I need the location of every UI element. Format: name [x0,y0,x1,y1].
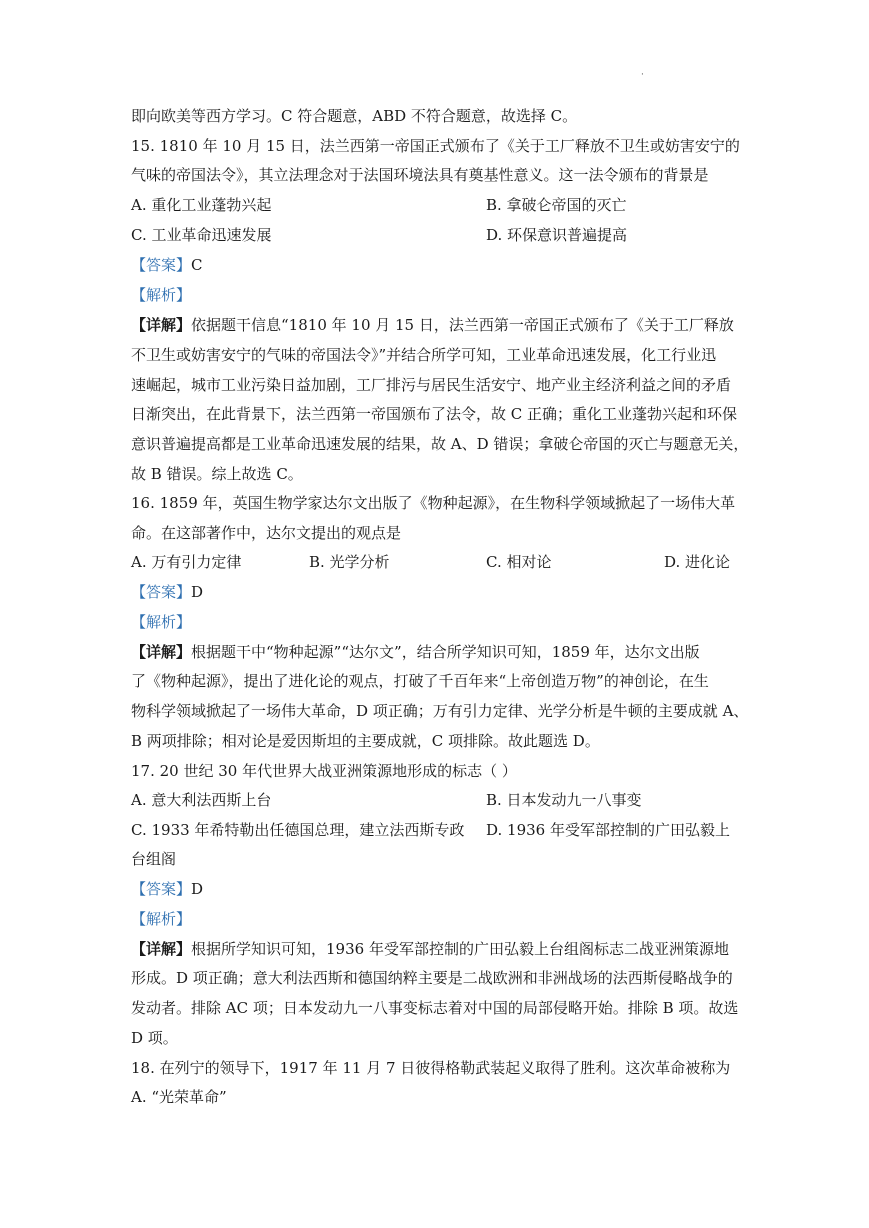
q16-answer [131,582,203,602]
q15-answer [131,255,203,275]
analysis-tag: 【解析】 [131,910,192,928]
q18-option-a: A. “光荣革命” [131,1088,227,1106]
answer-tag: 【答案】 [131,583,192,601]
q17-option-c: C. 1933 年希特勒出任德国总理，建立法西斯专政 [131,821,465,839]
q16-analysis-tag [131,612,191,632]
q17-option-d-cont: 台组阁 [131,850,177,868]
q16-detail-line-3: 物科学领域掀起了一场伟大革命，D 项正确；万有引力定律、光学分析是牛顿的主要成就 A、 [131,702,749,720]
q16-option-c: C. 相对论 [486,553,552,571]
header-mark: · [641,70,644,80]
detail-tag: 【详解】 [131,643,192,661]
q16-option-a: A. 万有引力定律 [131,553,242,571]
q15-option-c: C. 工业革命迅速发展 [131,226,272,244]
answer-tag: 【答案】 [131,256,192,274]
answer-tag: 【答案】 [131,880,192,898]
q15-option-a: A. 重化工业蓬勃兴起 [131,196,272,214]
q16-stem-line-2: 命。在这部著作中，达尔文提出的观点是 [131,524,402,542]
q15-stem-line-1: 15. 1810 年 10 月 15 日，法兰西第一帝国正式颁布了《关于工厂释放不卫生或妨害安宁的 [131,137,740,155]
answer-value: D [191,583,204,601]
answer-value: C [191,256,203,274]
detail-tag: 【详解】 [131,316,192,334]
analysis-tag: 【解析】 [131,286,192,304]
q15-detail-line-4: 日渐突出，在此背景下，法兰西第一帝国颁布了法令，故 C 正确；重化工业蓬勃兴起和环保 [131,405,738,423]
analysis-tag: 【解析】 [131,613,192,631]
q16-stem-line-1: 16. 1859 年，英国生物学家达尔文出版了《物种起源》，在生物科学领域掀起了一场伟大革 [131,494,736,512]
q15-option-b: B. 拿破仑帝国的灭亡 [486,196,627,214]
q17-stem-line-1: 17. 20 世纪 30 年代世界大战亚洲策源地形成的标志（ ） [131,762,517,780]
q16-detail-line-1 [131,642,700,662]
q15-analysis-tag [131,285,191,305]
detail-tag: 【详解】 [131,940,192,958]
q16-option-d: D. 进化论 [664,553,731,571]
q15-detail-line-3: 速崛起，城市工业污染日益加剧，工厂排污与居民生活安宁、地产业主经济利益之间的矛盾 [131,376,732,394]
q15-detail-line-5: 意识普遍提高都是工业革命迅速发展的结果，故 A、D 错误；拿破仑帝国的灭亡与题意无关， [131,435,749,453]
q15-stem-line-2: 气味的帝国法令》，其立法理念对于法国环境法具有奠基性意义。这一法令颁布的背景是 [131,166,709,184]
q17-detail-line-1 [131,939,729,959]
q16-detail-line-4: B 两项排除；相对论是爱因斯坦的主要成就，C 项排除。故此题选 D。 [131,732,600,750]
intro-line: 即向欧美等西方学习。C 符合题意，ABD 不符合题意，故选择 C。 [131,107,578,125]
q17-answer [131,879,203,899]
q17-option-b: B. 日本发动九一八事变 [486,791,642,809]
q15-detail-line-1 [131,315,734,335]
q15-option-d: D. 环保意识普遍提高 [486,226,628,244]
q18-stem-line-1: 18. 在列宁的领导下，1917 年 11 月 7 日彼得格勒武装起义取得了胜利。这次革命被称为 [131,1059,731,1077]
detail-text: 依据题干信息“1810 年 10 月 15 日，法兰西第一帝国正式颁布了《关于工厂释放 [191,316,734,334]
q17-option-a: A. 意大利法西斯上台 [131,791,272,809]
detail-text: 根据题干中“物种起源”“达尔文”，结合所学知识可知，1859 年，达尔文出版 [191,643,700,661]
q15-detail-line-6: 故 B 错误。综上故选 C。 [131,465,303,483]
q17-option-d: D. 1936 年受军部控制的广田弘毅上 [486,821,730,839]
q17-detail-line-2: 形成。D 项正确；意大利法西斯和德国纳粹主要是二战欧洲和非洲战场的法西斯侵略战争的 [131,969,733,987]
q15-detail-line-2: 不卫生或妨害安宁的气味的帝国法令》”并结合所学可知，工业革命迅速发展，化工行业迅 [131,346,717,364]
q17-analysis-tag [131,909,191,929]
q16-option-b: B. 光学分析 [309,553,390,571]
q16-detail-line-2: 了《物种起源》，提出了进化论的观点，打破了千百年来“上帝创造万物”的神创论，在生 [131,672,709,690]
detail-text: 根据所学知识可知，1936 年受军部控制的广田弘毅上台组阁标志二战亚洲策源地 [191,940,729,958]
q17-detail-line-4: D 项。 [131,1029,178,1047]
q17-detail-line-3: 发动者。排除 AC 项；日本发动九一八事变标志着对中国的局部侵略开始。排除 B 项。故选 [131,999,739,1017]
answer-value: D [191,880,204,898]
